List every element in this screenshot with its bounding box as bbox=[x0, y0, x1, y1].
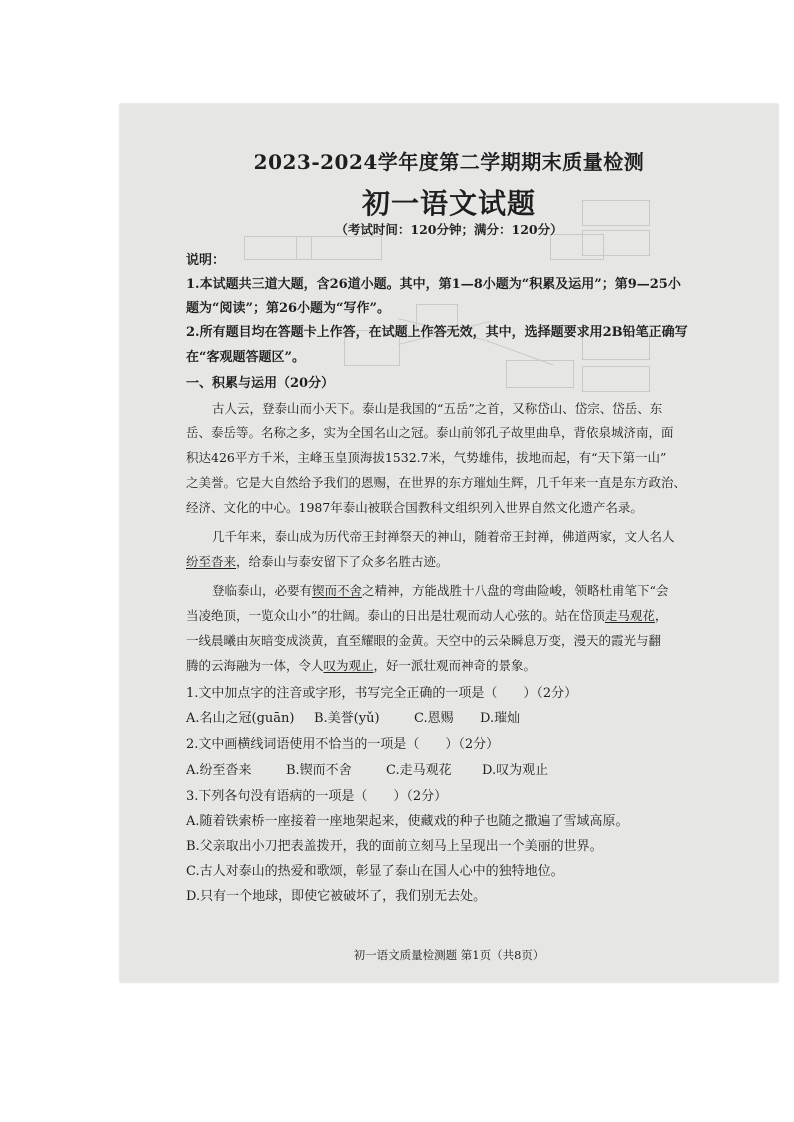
passage-line: 几千年来，泰山成为历代帝王封禅祭天的神山，随着帝王封禅，佛道两家，文人名人 bbox=[212, 529, 675, 544]
passage-line: 岳、泰岳等。名称之多，实为全国名山之冠。泰山前邻孔子故里曲阜，背依泉城济南，面 bbox=[186, 425, 674, 440]
option-d[interactable]: D.叹为观止 bbox=[482, 763, 549, 778]
question-2-stem: 2.文中画横线词语使用不恰当的一项是（ ）（2分） bbox=[186, 737, 500, 752]
instruction-2b: 在“客观题答题区”。 bbox=[186, 350, 305, 365]
underlined-phrase: 走马观花 bbox=[604, 608, 655, 623]
option-a[interactable]: A.随着铁索桥一座接着一座地架起来，使藏戏的种子也随之撒遍了雪域高原。 bbox=[186, 814, 629, 829]
instruction-1a: 1.本试题共三道大题，含26道小题。其中，第1—8小题为“积累及运用”；第9—25小 bbox=[186, 277, 681, 292]
underlined-phrase: 锲而不舍 bbox=[312, 583, 363, 598]
question-1-options bbox=[186, 710, 726, 728]
passage-line: 古人云，登泰山而小天下。泰山是我国的“五岳”之首，又称岱山、岱宗、岱岳、东 bbox=[212, 401, 663, 416]
instruction-1b: 题为“阅读”；第26小题为“写作”。 bbox=[186, 301, 391, 316]
passage-line: 当凌绝顶，一览众山小”的壮阔。泰山的日出是壮观而动人心弦的。站在岱顶走马观花， bbox=[186, 608, 668, 623]
passage-line: 登临泰山，必要有锲而不舍之精神，方能战胜十八盘的弯曲险峻，领略杜甫笔下“会 bbox=[212, 583, 669, 598]
option-b[interactable]: B.美誉(yǔ) bbox=[314, 711, 380, 726]
exam-title-year: 2023-2024学年度第二学期期末质量检测 bbox=[253, 150, 645, 174]
passage-line: 纷至沓来，给泰山与泰安留下了众多名胜古迹。 bbox=[186, 554, 449, 569]
section-heading: 一、积累与运用（20分） bbox=[186, 376, 335, 391]
exam-title-subject: 初一语文试题 bbox=[361, 187, 536, 220]
page-footer: 初一语文质量检测题 第1页（共8页） bbox=[353, 948, 545, 962]
option-c[interactable]: C.古人对泰山的热爱和歌颂，彰显了泰山在国人心中的独特地位。 bbox=[186, 864, 564, 879]
option-b[interactable]: B.锲而不舍 bbox=[286, 763, 352, 778]
option-c[interactable]: C.恩赐 bbox=[414, 711, 454, 726]
passage-line: 积达426平方千米，主峰玉皇顶海拔1532.7米，气势雄伟，拔地而起，有“天下第一山” bbox=[186, 450, 667, 465]
underlined-phrase: 纷至沓来 bbox=[186, 554, 237, 569]
passage-line: 之美誉。它是大自然给予我们的恩赐，在世界的东方璀灿生辉，几千年来一直是东方政治、 bbox=[186, 475, 687, 490]
instructions-heading: 说明： bbox=[186, 253, 226, 268]
option-d[interactable]: D.只有一个地球，即使它被破坏了，我们别无去处。 bbox=[186, 889, 487, 904]
option-c[interactable]: C.走马观花 bbox=[386, 763, 452, 778]
passage-line: 经济、文化的中心。1987年泰山被联合国教科文组织列入世界自然文化遗产名录。 bbox=[186, 500, 643, 515]
question-2-options bbox=[186, 762, 726, 780]
option-b[interactable]: B.父亲取出小刀把表盖拨开，我的面前立刻马上呈现出一个美丽的世界。 bbox=[186, 839, 603, 854]
exam-sheet bbox=[120, 104, 778, 982]
passage-line: 腾的云海融为一体，令人叹为观止，好一派壮观而神奇的景象。 bbox=[186, 658, 537, 673]
option-a[interactable]: A.纷至沓来 bbox=[186, 763, 252, 778]
question-3-stem: 3.下列各句没有语病的一项是（ ）（2分） bbox=[186, 789, 448, 804]
passage-line: 一线晨曦由灰暗变成淡黄，直至耀眼的金黄。天空中的云朵瞬息万变，漫天的霞光与翻 bbox=[186, 633, 662, 648]
exam-meta: （考试时间：120分钟；满分：120分） bbox=[335, 222, 563, 237]
question-1-stem: 1.文中加点字的注音或字形，书写完全正确的一项是（ ）（2分） bbox=[186, 686, 578, 701]
underlined-phrase: 叹为观止 bbox=[323, 658, 374, 673]
option-a[interactable]: A.名山之冠(guān) bbox=[186, 711, 295, 726]
option-d[interactable]: D.璀灿 bbox=[480, 711, 521, 726]
instruction-2a: 2.所有题目均在答题卡上作答，在试题上作答无效，其中，选择题要求用2B铅笔正确写 bbox=[186, 325, 688, 340]
